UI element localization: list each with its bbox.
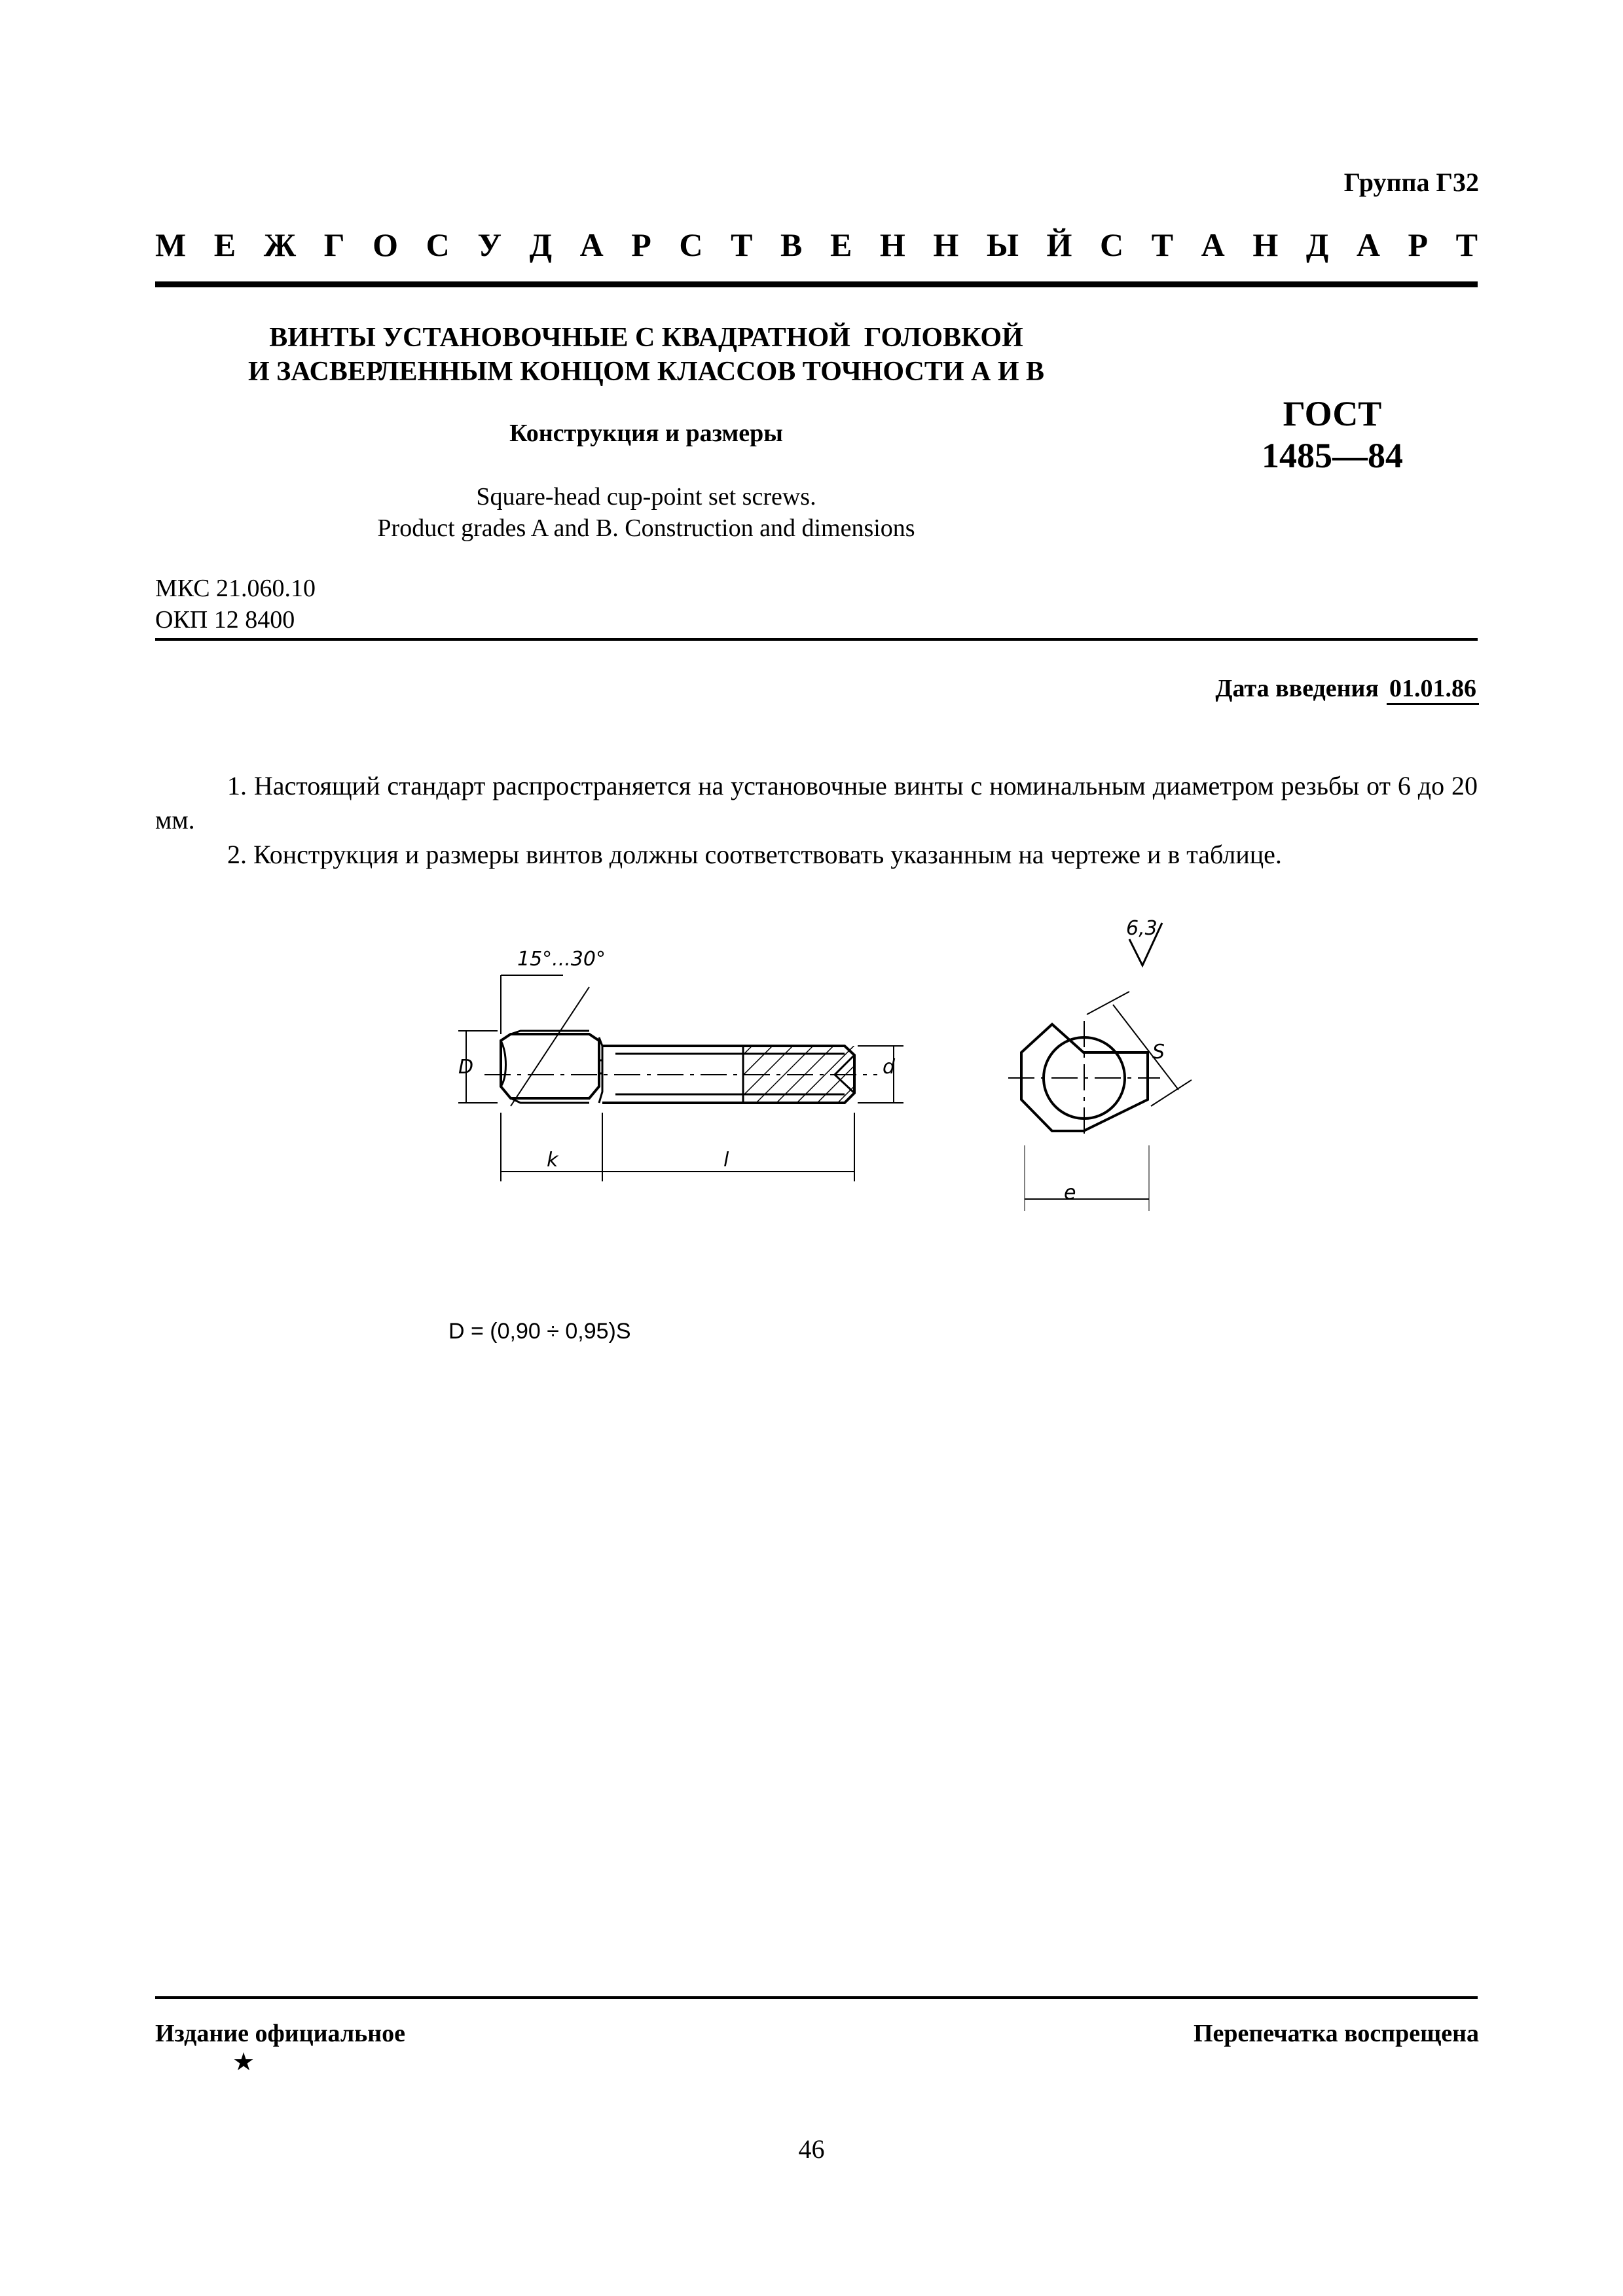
footer-rule bbox=[155, 1996, 1478, 1999]
banner-letter: А bbox=[579, 226, 604, 263]
screw-drawing bbox=[432, 897, 1244, 1355]
title-line-2: И ЗАСВЕРЛЕННЫМ КОНЦОМ КЛАССОВ ТОЧНОСТИ А И В bbox=[247, 357, 1045, 387]
okp-code: ОКП 12 8400 bbox=[155, 606, 295, 634]
label-D: D bbox=[458, 1056, 474, 1079]
label-k: k bbox=[547, 1149, 558, 1172]
page-number: 46 bbox=[798, 2134, 825, 2164]
banner-letter: Т bbox=[731, 226, 753, 263]
roughness-symbol bbox=[1126, 917, 1162, 965]
english-title-line-2: Product grades A and B. Construction and dimensions bbox=[377, 514, 915, 542]
classification-codes bbox=[155, 573, 316, 636]
banner-letter: С bbox=[679, 226, 703, 263]
label-e: e bbox=[1064, 1181, 1076, 1204]
banner-letter: О bbox=[373, 226, 399, 263]
banner-letter: Н bbox=[933, 226, 959, 263]
banner-letter: А bbox=[1201, 226, 1225, 263]
label-l: l bbox=[723, 1149, 729, 1172]
effective-date bbox=[1215, 674, 1479, 705]
banner-letter: Т bbox=[1151, 226, 1174, 263]
banner-letter: М bbox=[155, 226, 187, 263]
edition-label: Издание официальное bbox=[155, 2020, 406, 2047]
banner-letter: Г bbox=[323, 226, 345, 263]
english-title-line-1: Square-head cup-point set screws. bbox=[476, 483, 816, 511]
document-title bbox=[155, 321, 1137, 389]
banner-letter: Д bbox=[529, 226, 552, 263]
title-line-1: ВИНТЫ УСТАНОВОЧНЫЕ С КВАДРАТНОЙ ГОЛОВКОЙ bbox=[269, 323, 1023, 353]
banner-letter: Р bbox=[631, 226, 651, 263]
gost-designation bbox=[1211, 393, 1453, 476]
banner-letter: Н bbox=[1252, 226, 1279, 263]
banner-letter: Е bbox=[213, 226, 236, 263]
banner-letter: Е bbox=[830, 226, 852, 263]
document-subtitle: Конструкция и размеры bbox=[509, 420, 783, 447]
star-icon: ★ bbox=[232, 2049, 255, 2076]
roughness-value: 6,3 bbox=[1126, 917, 1158, 940]
codes-rule bbox=[155, 638, 1478, 641]
banner-letter: Р bbox=[1408, 226, 1429, 263]
header-rule bbox=[155, 281, 1478, 287]
banner-letter: Й bbox=[1046, 226, 1072, 263]
group-code: Группа Г32 bbox=[1343, 168, 1479, 197]
english-title bbox=[155, 481, 1137, 544]
paragraph-1: 1. Настоящий стандарт распространяется на установочные винты с номинальным диаметром резьбы от 6 до 20 мм. bbox=[155, 771, 1478, 834]
mks-code: МКС 21.060.10 bbox=[155, 575, 316, 602]
label-S: S bbox=[1152, 1041, 1165, 1064]
banner-letter: Д bbox=[1305, 226, 1329, 263]
formula: D = (0,90 ÷ 0,95)S bbox=[448, 1319, 631, 1344]
banner-letter: С bbox=[1100, 226, 1124, 263]
banner-letter: Т bbox=[1455, 226, 1478, 263]
banner-letter: Н bbox=[879, 226, 905, 263]
effective-date-value: 01.01.86 bbox=[1387, 674, 1479, 705]
screw-head-view bbox=[1008, 992, 1192, 1211]
banner-letter: В bbox=[780, 226, 803, 263]
banner-letter: Ж bbox=[263, 226, 297, 263]
angle-label: 15°...30° bbox=[517, 948, 606, 971]
banner-letter: Ы bbox=[986, 226, 1019, 263]
standard-banner bbox=[155, 226, 1478, 264]
banner-letter: С bbox=[426, 226, 450, 263]
label-d: d bbox=[883, 1056, 896, 1079]
screw-side-view bbox=[484, 1031, 877, 1103]
gost-number: 1485—84 bbox=[1262, 436, 1403, 475]
paragraph-2: 2. Конструкция и размеры винтов должны соответствовать указанным на чертеже и в таблице. bbox=[227, 840, 1282, 869]
reprint-notice: Перепечатка воспрещена bbox=[1193, 2020, 1479, 2047]
banner-letter: У bbox=[477, 226, 502, 263]
effective-date-label: Дата введения bbox=[1215, 675, 1379, 702]
gost-label: ГОСТ bbox=[1283, 394, 1382, 433]
banner-letter: А bbox=[1356, 226, 1380, 263]
